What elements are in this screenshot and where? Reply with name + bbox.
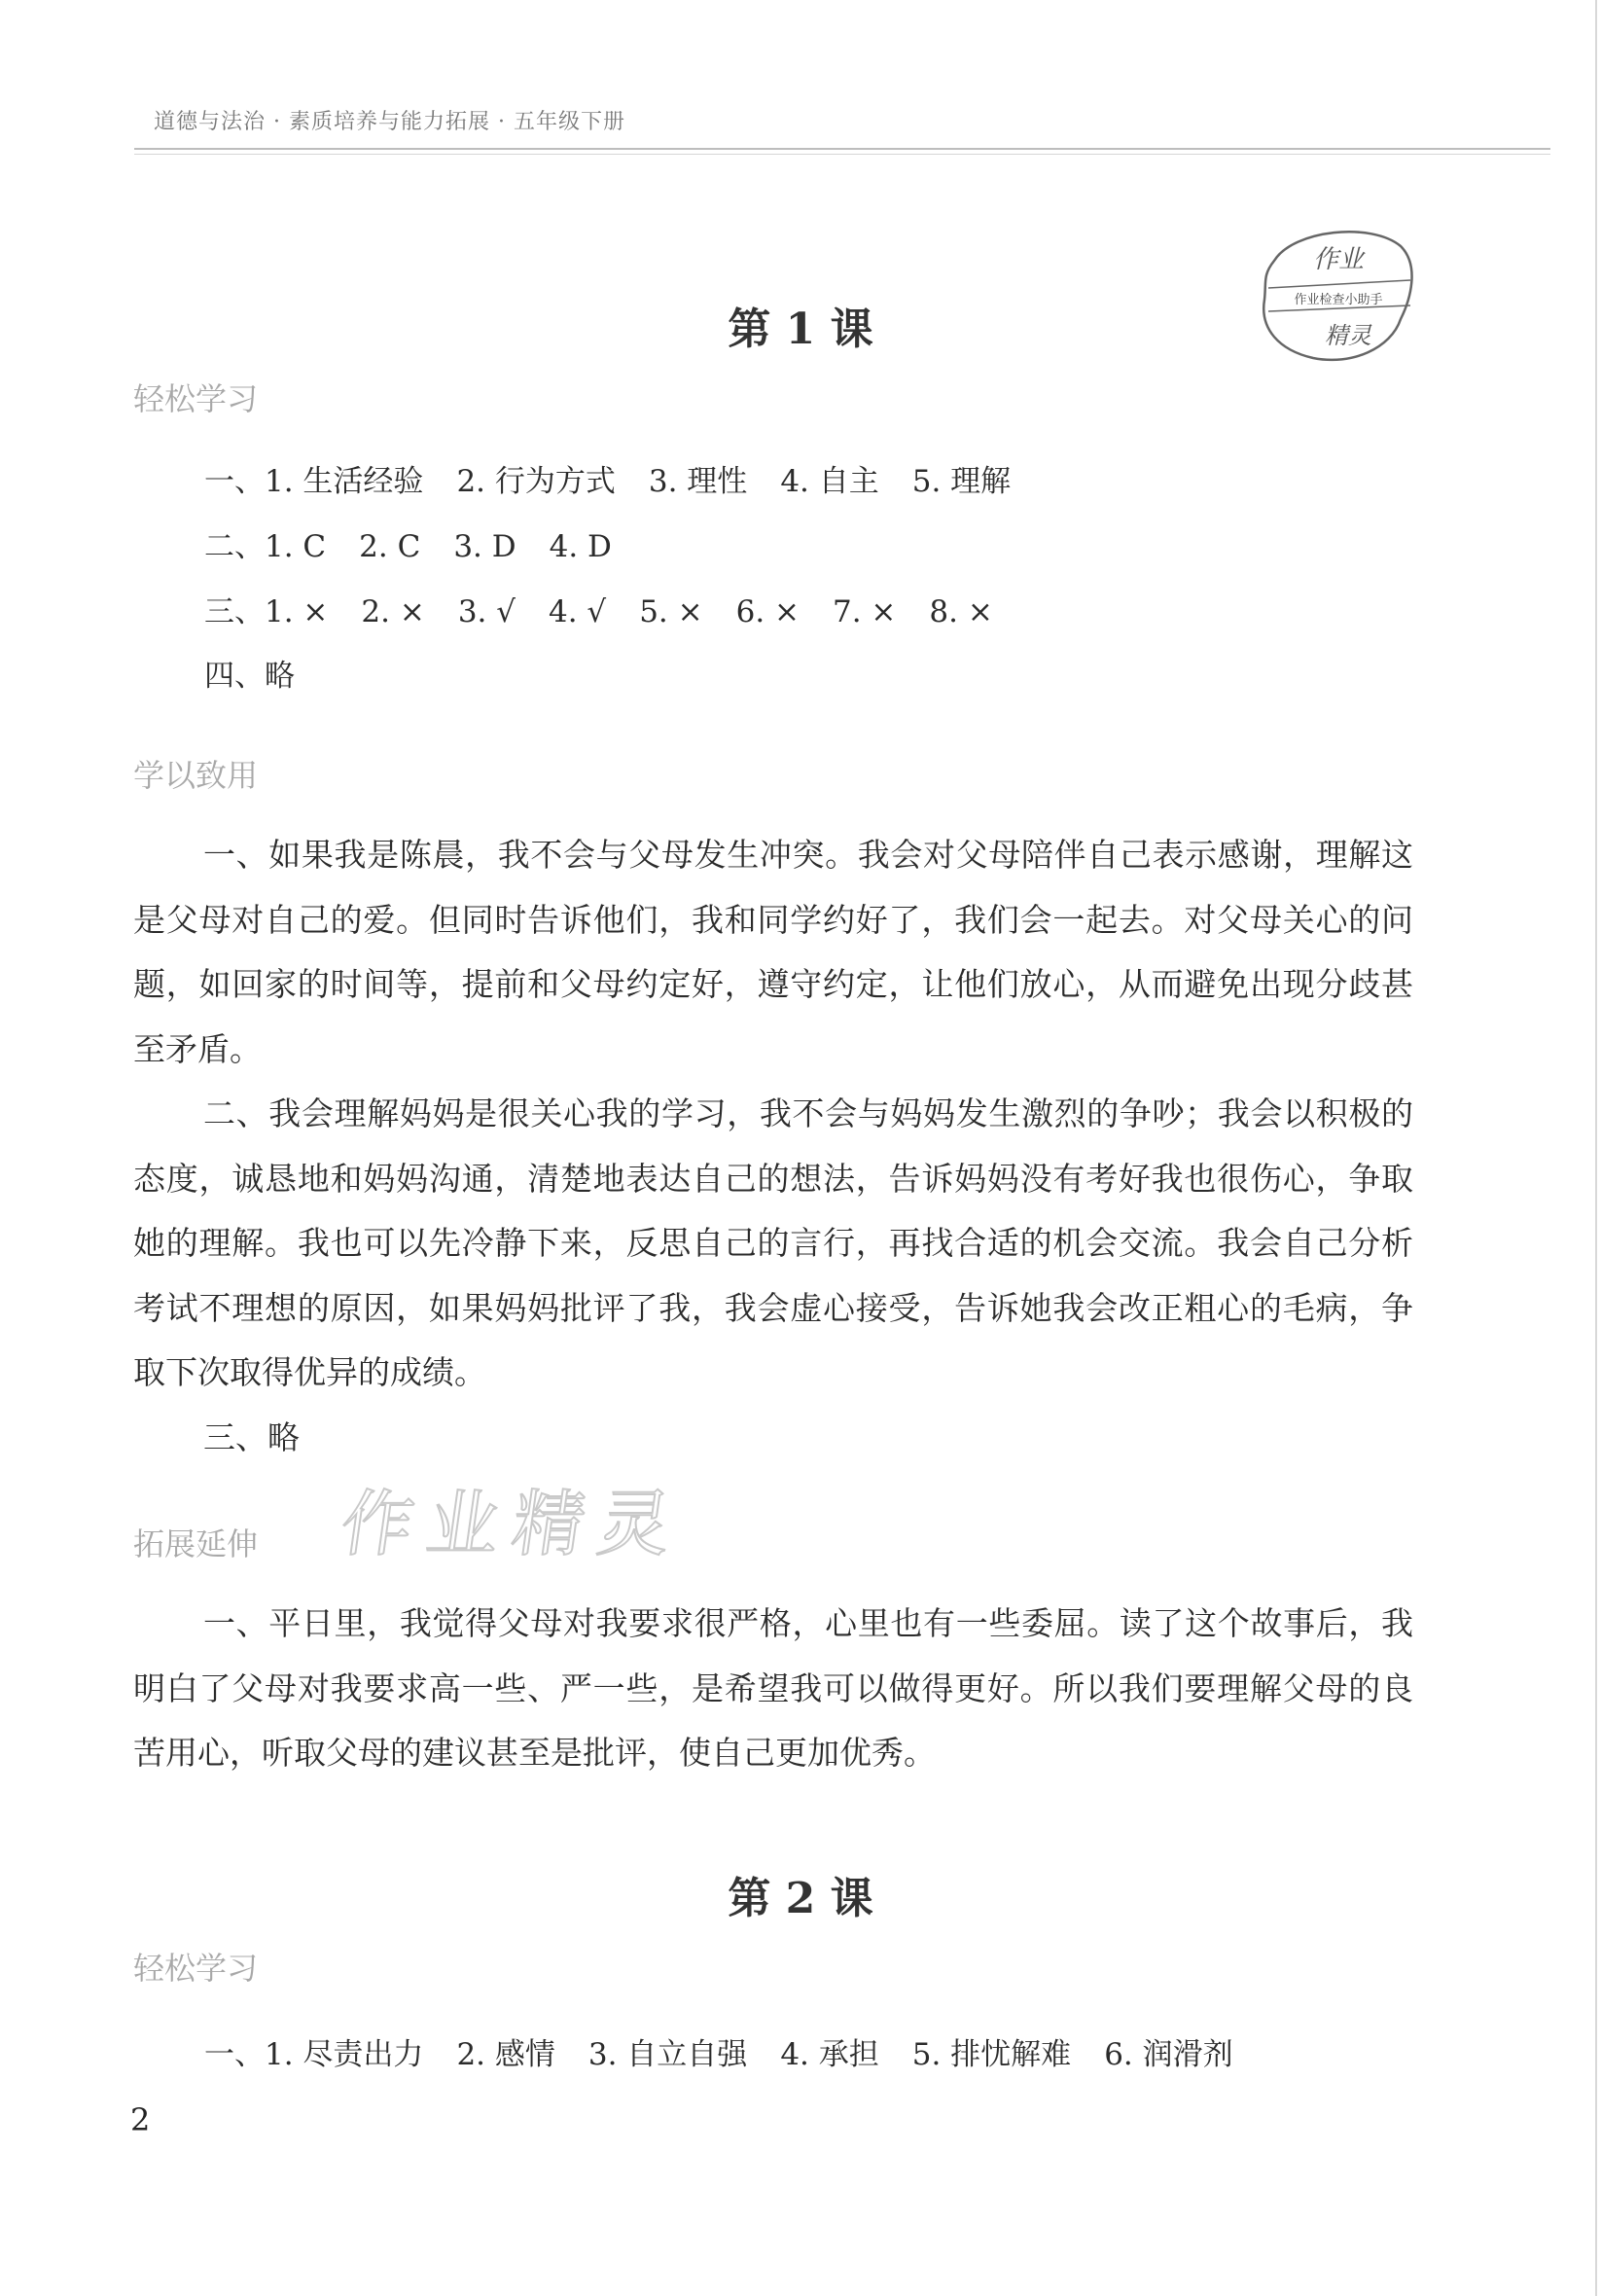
q-label: 二、 xyxy=(204,529,265,564)
lesson1-q4-answers xyxy=(204,651,328,695)
q-label: 三、 xyxy=(204,594,265,629)
answer-item: 7. × xyxy=(833,594,897,629)
q-label: 一、 xyxy=(204,2037,265,2072)
q-label: 四、 xyxy=(204,659,265,694)
answer-item: 3. √ xyxy=(457,594,516,629)
lesson1-extend-paragraph-1: 一、平日里，我觉得父母对我要求很严格，心里也有一些委屈。读了这个故事后，我明白了父母对我要求高一些、严一些，是希望我可以做得更好。所以我们要理解父母的良苦用心，听取父母的建议甚至是批评，使自己更加优秀。 xyxy=(133,1604,1413,1772)
answer-item: 4. √ xyxy=(549,594,607,629)
answer-item: 8. × xyxy=(929,594,993,629)
running-header: 道德与法治 · 素质培养与能力拓展 · 五年级下册 xyxy=(154,110,625,134)
stamp-top-text: 作业 xyxy=(1312,245,1365,274)
lesson1-apply-paragraph-3: 三、略 xyxy=(203,1418,300,1456)
header-rule-thin xyxy=(134,154,1550,155)
lesson1-q1-answers xyxy=(204,456,1044,500)
answer-item: 5. 理解 xyxy=(911,464,1012,499)
lesson2-q1-answers xyxy=(204,2029,1266,2073)
q-label: 一、 xyxy=(204,464,265,499)
lesson1-q3-answers xyxy=(204,587,1026,630)
lesson1-apply-paragraph-1: 一、如果我是陈晨，我不会与父母发生冲突。我会对父母陪伴自己表示感谢，理解这是父母对自己的爱。但同时告诉他们，我和同学约好了，我们会一起去。对父母关心的问题，如回家的时间等，提前和父母约定好，遵守约定，让他们放心，从而避免出现分歧甚至矛盾。 xyxy=(133,836,1413,1068)
page-number: 2 xyxy=(130,2101,151,2138)
answer-item: 6. × xyxy=(735,594,800,629)
answer-item: 2. C xyxy=(359,529,421,564)
lesson1-easy-learning-heading: 轻松学习 xyxy=(133,380,259,417)
answer-item: 4. 承担 xyxy=(780,2037,879,2072)
lesson1-apply-paragraph-2: 二、我会理解妈妈是很关心我的学习，我不会与妈妈发生激烈的争吵；我会以积极的态度，诚恳地和妈妈沟通，清楚地表达自己的想法，告诉妈妈没有考好我也很伤心，争取她的理解。我也可以先冷静下来，反思自己的言行，再找合适的机会交流。我会自己分析考试不理想的原因，如果妈妈批评了我，我会虚心接受，告诉她我会改正粗心的毛病，争取下次取得优异的成绩。 xyxy=(133,1094,1413,1391)
answer-item: 1. C xyxy=(265,529,327,564)
stamp-bottom-text: 精灵 xyxy=(1325,322,1371,349)
lesson1-q2-answers xyxy=(204,521,645,565)
lesson1-title: 第 1 课 xyxy=(728,305,873,354)
answer-item: 4. 自主 xyxy=(780,464,879,499)
answer-item: 1. 生活经验 xyxy=(265,464,424,499)
answer-item: 2. 感情 xyxy=(456,2037,555,2072)
answer-item: 3. D xyxy=(453,529,516,564)
lesson2-title: 第 2 课 xyxy=(728,1874,873,1923)
watermark: 作业精灵 xyxy=(336,1483,691,1566)
answer-item: 6. 润滑剂 xyxy=(1104,2037,1233,2072)
answer-item: 1. × xyxy=(265,594,329,629)
header-rule xyxy=(134,148,1550,150)
answer-item: 5. 排忧解难 xyxy=(911,2037,1072,2072)
answer-item: 3. 自立自强 xyxy=(587,2037,748,2072)
answer-item: 4. D xyxy=(549,529,612,564)
lesson1-apply-heading: 学以致用 xyxy=(133,757,259,794)
answer-item: 3. 理性 xyxy=(648,464,748,499)
answer-item: 2. × xyxy=(361,594,425,629)
answer-item: 5. × xyxy=(639,594,703,629)
answer-item: 1. 尽责出力 xyxy=(265,2037,424,2072)
stamp-middle-text: 作业检查小助手 xyxy=(1294,293,1383,307)
answer-item: 2. 行为方式 xyxy=(456,464,616,499)
lesson2-easy-learning-heading: 轻松学习 xyxy=(133,1950,259,1987)
answer-text: 略 xyxy=(265,659,295,694)
lesson1-extend-heading: 拓展延伸 xyxy=(133,1525,259,1562)
